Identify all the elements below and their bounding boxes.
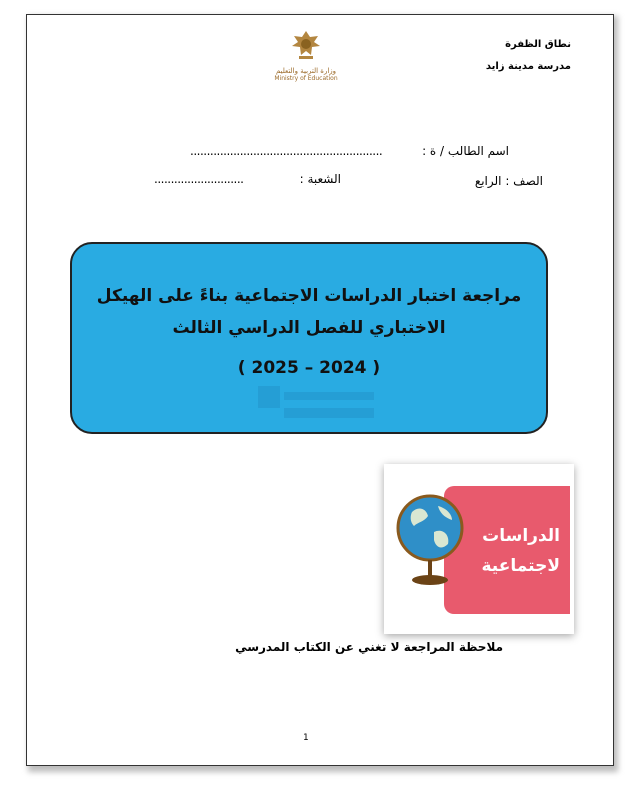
student-name-label: اسم الطالب / ة : [422, 144, 509, 158]
ministry-logo [266, 28, 346, 82]
page-number: 1 [303, 733, 309, 743]
globe-icon [394, 492, 466, 592]
subject-line-1: الدراسات [482, 526, 560, 546]
title-line-2: الاختباري للفصل الدراسي الثالث [172, 318, 446, 338]
watermark-icon [258, 382, 378, 432]
region-label: نطاق الظفرة [505, 39, 571, 50]
student-name-dots: .......................................................... [190, 144, 383, 158]
textbook-note: ملاحظة المراجعة لا تغني عن الكتاب المدرسي [235, 640, 503, 654]
grade-label: الصف : الرابع [474, 174, 543, 188]
emblem-icon [289, 28, 323, 62]
section-dots: ........................... [154, 172, 244, 186]
logo-arabic-text: وزارة التربية والتعليم [275, 67, 337, 75]
subject-line-2: لاجتماعية [481, 556, 560, 576]
title-line-1: مراجعة اختبار الدراسات الاجتماعية بناءً على الهيكل [96, 286, 522, 306]
title-line-3: ( 2024 – 2025 ) [237, 358, 381, 378]
section-label: الشعبة : [299, 172, 341, 186]
logo-english-text: Ministry of Education [274, 75, 338, 82]
school-label: مدرسة مدينة زايد [485, 61, 571, 72]
subject-card-image [384, 464, 574, 634]
school-header [486, 34, 571, 78]
